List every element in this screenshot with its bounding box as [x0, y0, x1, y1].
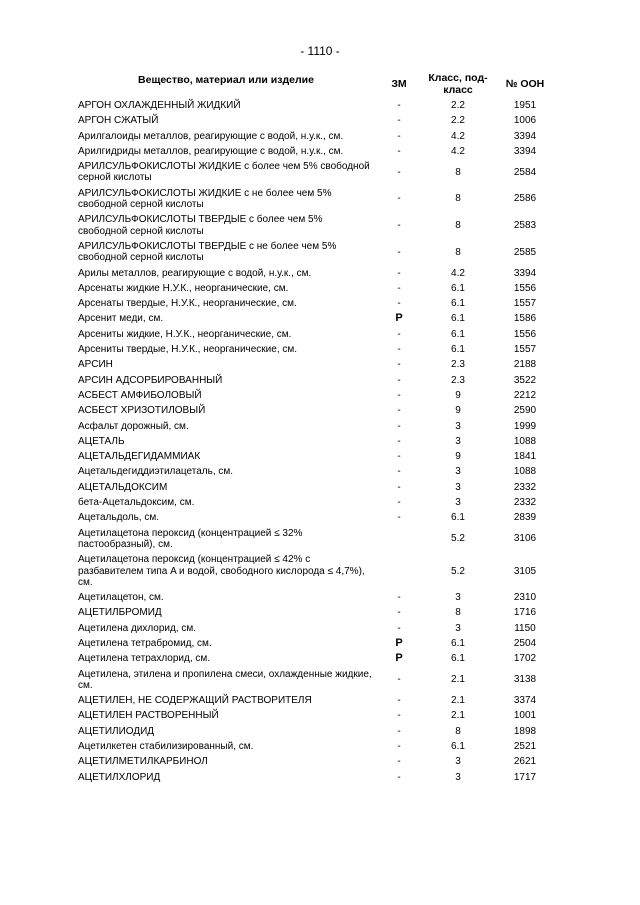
- class-cell: 2.3: [451, 374, 465, 386]
- table-row: [76, 636, 556, 651]
- substance-name: АРГОН СЖАТЫЙ: [78, 115, 159, 127]
- class-cell: 3: [455, 497, 461, 509]
- table-row: [76, 113, 556, 128]
- table-row: [76, 480, 556, 495]
- table-row: [76, 327, 556, 342]
- table-row: [76, 266, 556, 281]
- class-cell: 8: [455, 220, 461, 232]
- class-cell: 3: [455, 466, 461, 478]
- un-number-cell: 2332: [513, 481, 537, 493]
- zm-cell: -: [397, 710, 401, 722]
- substance-name: Арсенит меди, см.: [78, 313, 164, 325]
- un-number-cell: 2583: [513, 220, 537, 232]
- substance-name: АРСИН: [78, 359, 113, 371]
- un-number-cell: 2212: [513, 389, 537, 401]
- zm-cell: -: [397, 741, 401, 753]
- table-row: [76, 403, 556, 418]
- zm-cell: -: [397, 145, 401, 157]
- class-cell: 3: [455, 435, 461, 447]
- zm-cell: -: [397, 130, 401, 142]
- table-row: [76, 296, 556, 311]
- zm-cell: -: [397, 405, 401, 417]
- class-cell: 2.1: [451, 674, 465, 686]
- un-number-cell: 1088: [513, 466, 537, 478]
- substance-name: Ацетилкетен стабилизированный, см.: [78, 741, 254, 753]
- header-class-line2: класс: [443, 84, 473, 96]
- table-row: [76, 552, 556, 590]
- zm-cell: -: [397, 481, 401, 493]
- table-row: [76, 159, 556, 186]
- table-row: [76, 434, 556, 449]
- zm-cell: Р: [395, 652, 403, 665]
- substance-name: АЦЕТИЛМЕТИЛКАРБИНОЛ: [78, 756, 208, 768]
- zm-cell: -: [397, 267, 401, 279]
- class-cell: 3: [455, 420, 461, 432]
- table-row: [76, 724, 556, 739]
- table-row: [76, 212, 556, 239]
- table-row: [76, 621, 556, 636]
- zm-cell: -: [397, 328, 401, 340]
- table-row: [76, 495, 556, 510]
- header-class: [422, 72, 494, 98]
- class-cell: 9: [455, 389, 461, 401]
- table-row: [76, 144, 556, 159]
- class-cell: 4.2: [451, 130, 465, 142]
- un-number-cell: 1556: [513, 282, 537, 294]
- substance-name: АЦЕТАЛЬДЕГИДАММИАК: [78, 451, 201, 463]
- class-cell: 3: [455, 771, 461, 783]
- un-number-cell: 1841: [513, 451, 537, 463]
- un-number-cell: 3374: [513, 695, 537, 707]
- un-number-cell: 3394: [513, 130, 537, 142]
- class-cell: 9: [455, 405, 461, 417]
- table-header-row: [76, 72, 556, 98]
- un-number-cell: 2586: [513, 193, 537, 205]
- zm-cell: -: [397, 344, 401, 356]
- zm-cell: -: [397, 512, 401, 524]
- table-row: [76, 754, 556, 769]
- un-number-cell: 1717: [513, 771, 537, 783]
- zm-cell: -: [397, 607, 401, 619]
- header-un-number: № ООН: [505, 78, 545, 90]
- un-number-cell: 3105: [513, 565, 537, 577]
- zm-cell: -: [397, 435, 401, 447]
- table-row: [76, 239, 556, 266]
- substance-name: бета-Ацетальдоксим, см.: [78, 497, 195, 509]
- substance-name: АЦЕТИЛЕН РАСТВОРЕННЫЙ: [78, 710, 219, 722]
- zm-cell: -: [397, 359, 401, 371]
- zm-cell: -: [397, 451, 401, 463]
- class-cell: 3: [455, 756, 461, 768]
- un-number-cell: 3106: [513, 533, 537, 545]
- substance-name: Арилгидриды металлов, реагирующие с водой, н.у.к., см.: [78, 145, 344, 157]
- zm-cell: -: [397, 725, 401, 737]
- class-cell: 6.1: [451, 298, 465, 310]
- class-cell: 8: [455, 166, 461, 178]
- un-number-cell: 2621: [513, 756, 537, 768]
- un-number-cell: 2332: [513, 497, 537, 509]
- substance-name: АРГОН ОХЛАЖДЕННЫЙ ЖИДКИЙ: [78, 100, 241, 111]
- un-number-cell: 1556: [513, 328, 537, 340]
- un-number-cell: 1586: [513, 313, 537, 325]
- zm-cell: -: [397, 246, 401, 258]
- un-number-cell: 1006: [513, 115, 537, 127]
- zm-cell: -: [397, 115, 401, 127]
- table-row: [76, 708, 556, 723]
- class-cell: 2.1: [451, 710, 465, 722]
- class-cell: 5.2: [451, 565, 465, 577]
- class-cell: 2.2: [451, 115, 465, 127]
- zm-cell: -: [397, 193, 401, 205]
- table-row: [76, 590, 556, 605]
- class-cell: 3: [455, 592, 461, 604]
- class-cell: 8: [455, 193, 461, 205]
- class-cell: 3: [455, 481, 461, 493]
- substance-name: Ацетилена тетрабромид, см.: [78, 637, 212, 649]
- substance-name: Ацетилена тетрахлорид, см.: [78, 653, 211, 665]
- table-row: [76, 651, 556, 666]
- table-row: [76, 98, 556, 113]
- table-row: [76, 510, 556, 525]
- un-number-cell: 2839: [513, 512, 537, 524]
- class-cell: 4.2: [451, 267, 465, 279]
- table-row: [76, 449, 556, 464]
- un-number-cell: 2521: [513, 741, 537, 753]
- zm-cell: -: [397, 756, 401, 768]
- un-number-cell: 1088: [513, 435, 537, 447]
- zm-cell: Р: [395, 636, 403, 649]
- zm-cell: -: [397, 695, 401, 707]
- substance-name: Ацетилена, этилена и пропилена смеси, охлажденные жидкие, см.: [78, 668, 372, 691]
- zm-cell: -: [397, 622, 401, 634]
- un-number-cell: 1150: [514, 622, 536, 634]
- zm-cell: -: [397, 497, 401, 509]
- un-number-cell: 1001: [513, 710, 537, 722]
- substance-name: АРИЛСУЛЬФОКИСЛОТЫ ТВЕРДЫЕ с не более чем 5% свободной серной кислоты: [78, 240, 337, 264]
- table-row: [76, 357, 556, 372]
- substance-name: Арилы металлов, реагирующие с водой, н.у.к., см.: [78, 267, 312, 279]
- un-number-cell: 2590: [513, 405, 537, 417]
- un-number-cell: 3394: [513, 145, 537, 157]
- table-row: [76, 667, 556, 694]
- zm-cell: -: [397, 674, 401, 686]
- class-cell: 2.3: [451, 359, 465, 371]
- class-cell: 2.1: [451, 695, 465, 707]
- class-cell: 6.1: [451, 637, 465, 649]
- un-number-cell: 3394: [513, 267, 537, 279]
- header-name: Вещество, материал или изделие: [138, 74, 314, 86]
- class-cell: 2.2: [451, 100, 465, 111]
- substance-name: Арсенаты твердые, Н.У.К., неорганические, см.: [78, 298, 297, 310]
- table-row: [76, 281, 556, 296]
- class-cell: 6.1: [451, 313, 465, 325]
- substance-name: АРИЛСУЛЬФОКИСЛОТЫ ЖИДКИЕ с не более чем 5% свободной серной кислоты: [78, 187, 332, 211]
- substance-name: Арилгалоиды металлов, реагирующие с водой, н.у.к., см.: [78, 130, 344, 142]
- table-row: [76, 373, 556, 388]
- un-number-cell: 1702: [513, 653, 537, 665]
- table-row: [76, 342, 556, 357]
- substance-name: АЦЕТИЛЕН, НЕ СОДЕРЖАЩИЙ РАСТВОРИТЕЛЯ: [78, 695, 312, 707]
- zm-cell: -: [397, 420, 401, 432]
- substance-name: АЦЕТИЛИОДИД: [78, 725, 155, 737]
- class-cell: 5.2: [451, 533, 465, 545]
- class-cell: 6.1: [451, 282, 465, 294]
- substance-name: Ацетилацетон, см.: [78, 592, 164, 604]
- substance-name: АЦЕТИЛБРОМИД: [78, 607, 162, 619]
- substance-name: Ацетилацетона пероксид (концентрацией ≤ 32% пастообразный), см.: [78, 527, 303, 550]
- substance-name: АСБЕСТ АМФИБОЛОВЫЙ: [78, 389, 202, 401]
- un-number-cell: 1557: [513, 298, 537, 310]
- zm-cell: Р: [395, 312, 403, 325]
- un-number-cell: 1898: [513, 725, 537, 737]
- zm-cell: [376, 552, 422, 590]
- zm-cell: -: [397, 166, 401, 178]
- class-cell: 6.1: [451, 741, 465, 753]
- table-row: [76, 770, 556, 785]
- header-zm: ЗМ: [391, 78, 407, 90]
- class-cell: 3: [455, 622, 461, 634]
- table-row: [76, 526, 556, 553]
- class-cell: 8: [455, 246, 461, 258]
- un-number-cell: 3522: [513, 374, 537, 386]
- substance-name: Ацетилена дихлорид, см.: [78, 622, 197, 634]
- un-number-cell: 2310: [513, 592, 537, 604]
- table-row: [76, 739, 556, 754]
- table-row: [76, 388, 556, 403]
- un-number-cell: 2585: [513, 246, 537, 258]
- substance-name: АЦЕТИЛХЛОРИД: [78, 771, 161, 783]
- zm-cell: -: [397, 466, 401, 478]
- substance-name: Арсенаты жидкие Н.У.К., неорганические, см.: [78, 282, 289, 294]
- zm-cell: -: [397, 100, 401, 111]
- un-number-cell: 2584: [513, 166, 537, 178]
- zm-cell: -: [397, 220, 401, 232]
- class-cell: 9: [455, 451, 461, 463]
- substance-name: АРИЛСУЛЬФОКИСЛОТЫ ТВЕРДЫЕ с более чем 5% свободной серной кислоты: [78, 214, 323, 237]
- header-class-line1: Класс, под-: [428, 72, 488, 84]
- substance-name: Арсениты твердые, Н.У.К., неорганические, см.: [78, 344, 298, 356]
- class-cell: 8: [455, 725, 461, 737]
- un-number-cell: 3138: [513, 674, 537, 686]
- un-number-cell: 1951: [513, 100, 537, 111]
- table-row: [76, 311, 556, 326]
- class-cell: 6.1: [451, 344, 465, 356]
- zm-cell: -: [397, 374, 401, 386]
- un-number-cell: 2504: [513, 637, 537, 649]
- substance-name: Арсениты жидкие, Н.У.К., неорганические, см.: [78, 328, 292, 340]
- table-row: [76, 129, 556, 144]
- substance-name: Ацетальдоль, см.: [78, 512, 160, 524]
- zm-cell: [376, 526, 422, 553]
- substances-table: [76, 72, 556, 785]
- substance-name: Асфальт дорожный, см.: [78, 420, 189, 432]
- un-number-cell: 1716: [513, 607, 537, 619]
- zm-cell: -: [397, 282, 401, 294]
- table-row: [76, 693, 556, 708]
- table-row: [76, 419, 556, 434]
- table-row: [76, 605, 556, 620]
- zm-cell: -: [397, 298, 401, 310]
- un-number-cell: 2188: [513, 359, 537, 371]
- zm-cell: -: [397, 771, 401, 783]
- class-cell: 6.1: [451, 512, 465, 524]
- class-cell: 4.2: [451, 145, 465, 157]
- substance-name: АРИЛСУЛЬФОКИСЛОТЫ ЖИДКИЕ с более чем 5% свободной серной кислоты: [78, 161, 370, 184]
- un-number-cell: 1557: [513, 344, 537, 356]
- substance-name: АЦЕТАЛЬ: [78, 435, 125, 447]
- table-row: [76, 186, 556, 213]
- class-cell: 6.1: [451, 328, 465, 340]
- zm-cell: -: [397, 592, 401, 604]
- class-cell: 6.1: [451, 653, 465, 665]
- substance-name: Ацетилацетона пероксид (концентрацией ≤ 42% с разбавителем типа A и водой, свободного кислорода ≤ 4,7%), см.: [78, 554, 365, 588]
- zm-cell: -: [397, 389, 401, 401]
- class-cell: 8: [455, 607, 461, 619]
- substance-name: АРСИН АДСОРБИРОВАННЫЙ: [78, 374, 223, 386]
- substance-name: АЦЕТАЛЬДОКСИМ: [78, 481, 168, 493]
- un-number-cell: 1999: [513, 420, 537, 432]
- substance-name: АСБЕСТ ХРИЗОТИЛОВЫЙ: [78, 405, 206, 417]
- substance-name: Ацетальдегиддиэтилацеталь, см.: [78, 466, 234, 478]
- table-row: [76, 464, 556, 479]
- page-number: - 1110 -: [300, 44, 340, 58]
